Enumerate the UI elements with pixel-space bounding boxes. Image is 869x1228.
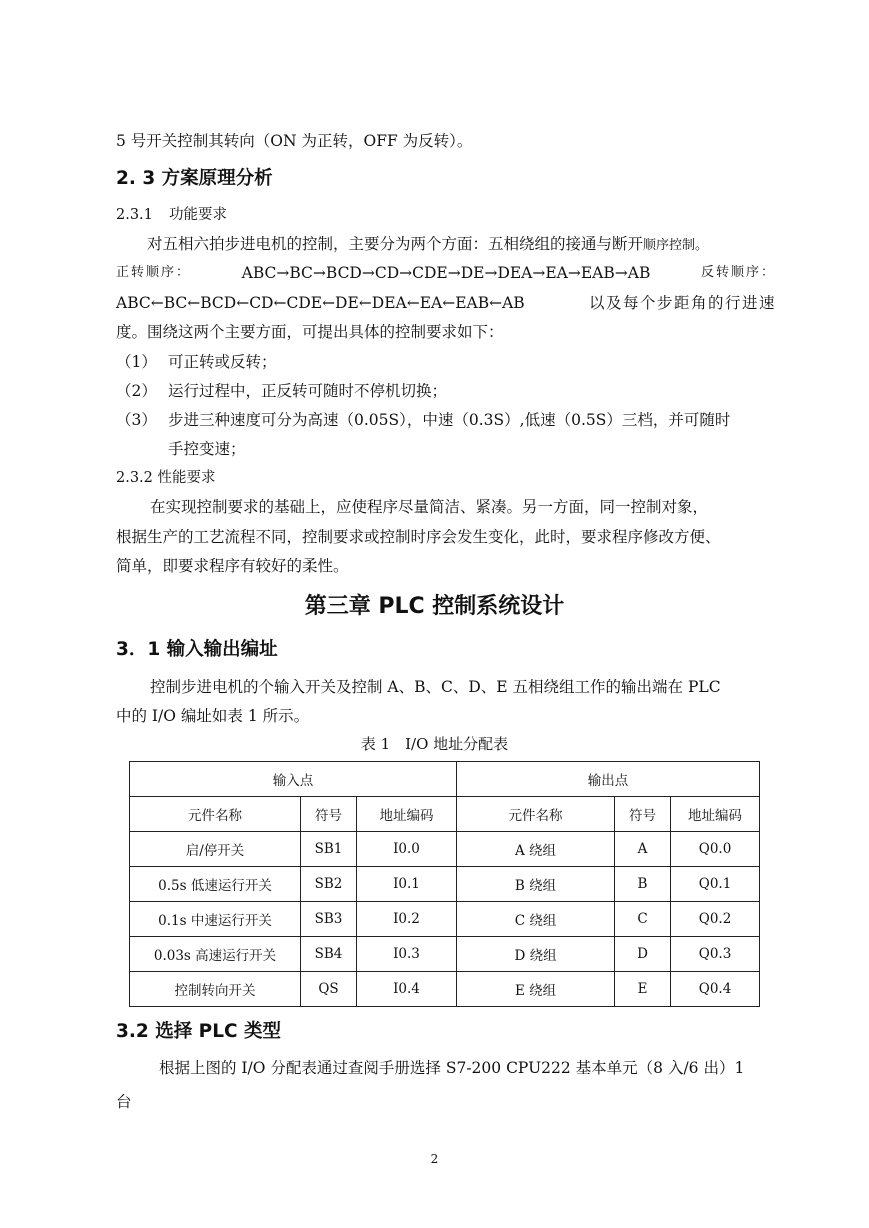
table-cell: SB3 — [301, 902, 357, 937]
column-header: 元件名称 — [457, 797, 615, 832]
table-cell: A — [615, 832, 671, 867]
subsection-title-2-3-1: 功能要求 — [169, 207, 227, 223]
table-cell: SB2 — [301, 867, 357, 902]
list-item-number: （2） — [116, 382, 157, 400]
list-item: 步进三种速度可分为高速（0.05S），中速（0.3S）,低速（0.5S）三档，并可随时 — [168, 411, 731, 429]
column-header: 元件名称 — [130, 797, 301, 832]
paragraph-text: 对五相六拍步进电机的控制，主要分为两个方面：五相绕组的接通与断开 — [147, 235, 644, 253]
table-row — [130, 867, 760, 902]
table-cell: 0.1s 中速运行开关 — [130, 902, 301, 937]
table-cell: D 绕组 — [457, 937, 615, 972]
list-item-number: （1） — [116, 353, 157, 371]
table-cell: 启/停开关 — [130, 832, 301, 867]
table-cell: 0.5s 低速运行开关 — [130, 867, 301, 902]
paragraph-line: 中的 I/O 编址如表 1 所示。 — [116, 707, 310, 725]
table-cell: D — [615, 937, 671, 972]
table-row — [130, 937, 760, 972]
reverse-sequence: ABC←BC←BCD←CD←CDE←DE←DEA←EA←EAB←AB — [116, 294, 525, 312]
table-row — [130, 832, 760, 867]
table-row — [130, 902, 760, 937]
table-row — [130, 972, 760, 1007]
table-cell: B 绕组 — [457, 867, 615, 902]
io-address-table — [129, 761, 760, 1007]
column-header: 地址编码 — [357, 797, 457, 832]
table-cell: A 绕组 — [457, 832, 615, 867]
table-caption: 表 1 I/O 地址分配表 — [360, 735, 509, 753]
table-cell: Q0.0 — [671, 832, 760, 867]
paragraph-line: 度。围绕这两个主要方面，可提出具体的控制要求如下： — [116, 323, 504, 341]
table-cell: Q0.3 — [671, 937, 760, 972]
forward-sequence-label: 正转顺序： — [116, 265, 192, 280]
page-number: 2 — [430, 1152, 439, 1166]
table-cell: Q0.2 — [671, 902, 760, 937]
list-item: 可正转或反转； — [168, 353, 277, 371]
section-heading-3-1: 3．1 输入输出编址 — [116, 639, 278, 660]
section-heading-3-2: 3.2 选择 PLC 类型 — [116, 1021, 282, 1042]
table-header-row — [130, 797, 760, 832]
chapter-title: 第三章 PLC 控制系统设计 — [304, 594, 565, 619]
list-item: 运行过程中，正反转可随时不停机切换； — [168, 382, 448, 400]
section-heading-2-3: 2. 3 方案原理分析 — [116, 168, 273, 189]
table-cell: I0.0 — [357, 832, 457, 867]
text-line: 5 号开关控制其转向（ON 为正转，OFF 为反转）。 — [116, 132, 473, 150]
table-cell: I0.2 — [357, 902, 457, 937]
paragraph-text: 以及每个步距角的行进速 — [588, 294, 776, 312]
paragraph-line: 台 — [116, 1093, 132, 1111]
forward-sequence: ABC→BC→BCD→CD→CDE→DE→DEA→EA→EAB→AB — [241, 264, 651, 282]
column-header: 符号 — [301, 797, 357, 832]
column-header: 地址编码 — [671, 797, 760, 832]
list-item-number: （3） — [116, 411, 157, 429]
table-cell: B — [615, 867, 671, 902]
list-item-continuation: 手控变速； — [168, 440, 246, 458]
table-cell: C 绕组 — [457, 902, 615, 937]
table-cell: SB4 — [301, 937, 357, 972]
table-cell: QS — [301, 972, 357, 1007]
table-cell: C — [615, 902, 671, 937]
table-cell: SB1 — [301, 832, 357, 867]
table-cell: 0.03s 高速运行开关 — [130, 937, 301, 972]
group-header-output: 输出点 — [457, 762, 760, 797]
paragraph-text-small: 顺序控制。 — [643, 238, 709, 253]
paragraph-line: 简单，即要求程序有较好的柔性。 — [116, 557, 349, 575]
table-cell: I0.4 — [357, 972, 457, 1007]
paragraph-line-sequence-reverse — [116, 293, 776, 313]
paragraph-line: 根据生产的工艺流程不同，控制要求或控制时序会发生变化，此时，要求程序修改方便、 — [116, 528, 721, 546]
column-header: 符号 — [615, 797, 671, 832]
reverse-sequence-label: 反转顺序： — [700, 265, 776, 280]
table-cell: I0.3 — [357, 937, 457, 972]
table-cell: I0.1 — [357, 867, 457, 902]
group-header-input: 输入点 — [130, 762, 457, 797]
table-cell: 控制转向开关 — [130, 972, 301, 1007]
paragraph-line: 控制步进电机的个输入开关及控制 A、B、C、D、E 五相绕组工作的输出端在 PLC — [150, 678, 721, 696]
table-group-row — [130, 762, 760, 797]
paragraph-line-sequence-forward — [116, 263, 776, 283]
table-cell: E 绕组 — [457, 972, 615, 1007]
table-cell: Q0.4 — [671, 972, 760, 1007]
subsection-heading-2-3-2: 2.3.2 性能要求 — [116, 470, 216, 486]
table-cell: Q0.1 — [671, 867, 760, 902]
paragraph-line: 根据上图的 I/O 分配表通过查阅手册选择 S7-200 CPU222 基本单元（8 入/6 出）1 — [159, 1059, 745, 1077]
paragraph-line: 在实现控制要求的基础上，应使程序尽量简洁、紧凑。另一方面，同一控制对象， — [150, 498, 709, 516]
table-cell: E — [615, 972, 671, 1007]
paragraph-line — [147, 234, 708, 256]
subsection-number-2-3-1: 2.3.1 — [116, 207, 153, 223]
